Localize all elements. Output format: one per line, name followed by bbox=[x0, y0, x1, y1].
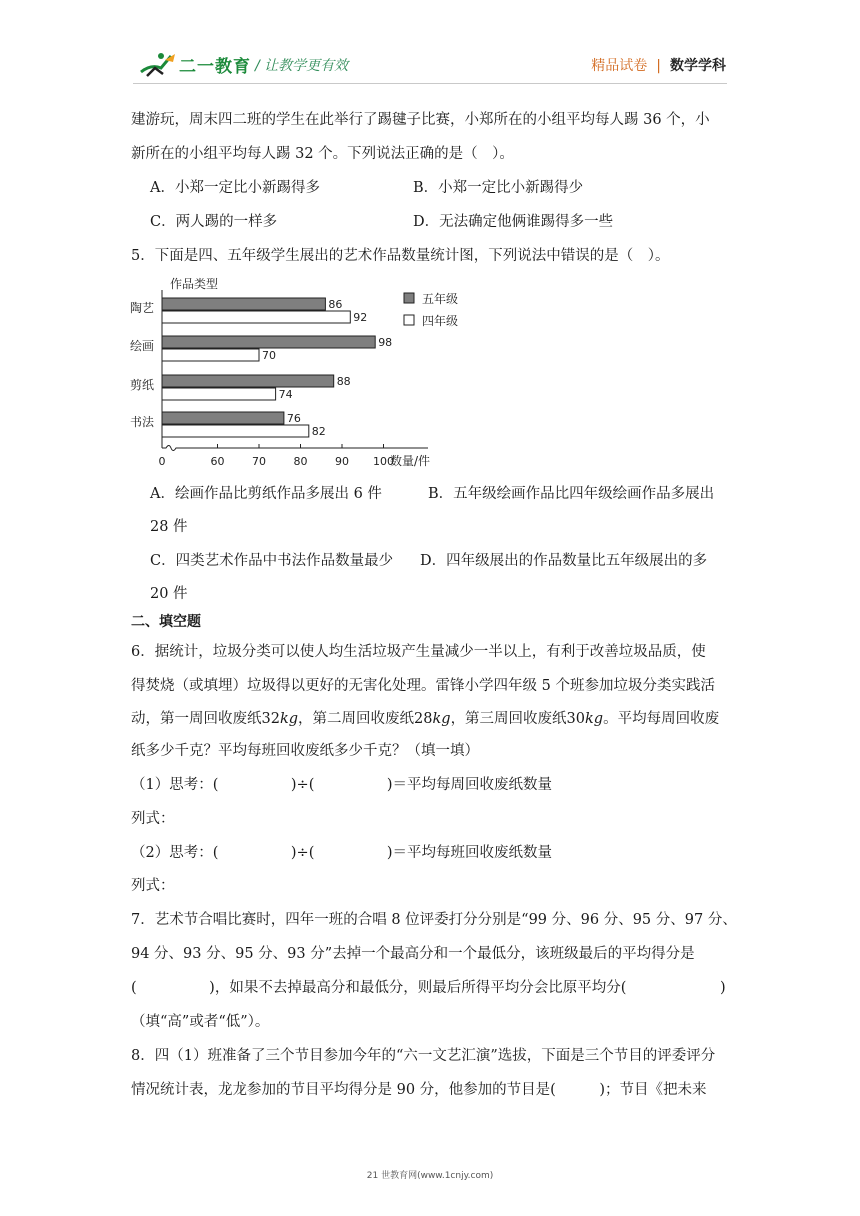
header-label-a: 精品试卷 bbox=[591, 58, 648, 74]
q8-line-1: 8．四（1）班准备了三个节目参加今年的“六一文艺汇演”选拔，下面是三个节目的评委评分 bbox=[131, 1048, 716, 1064]
q7-line-1: 7．艺术节合唱比赛时，四年一班的合唱 8 位评委打分分别是“99 分、96 分、95 分、97 分、 bbox=[131, 912, 737, 928]
bar bbox=[162, 336, 375, 348]
q6-formula-1: 列式： bbox=[131, 811, 175, 827]
x-tick-label: 90 bbox=[335, 455, 349, 468]
q4-line-2: 新所在的小组平均每人踢 32 个。下列说法正确的是（ ）。 bbox=[131, 146, 514, 162]
header-divider bbox=[133, 83, 727, 84]
q6-formula-2: 列式： bbox=[131, 878, 175, 894]
q6-think-2: （2）思考：( )÷( )＝平均每班回收废纸数量 bbox=[131, 845, 553, 861]
header-label-b: 数学学科 bbox=[670, 58, 726, 74]
slogan: / 让教学更有效 bbox=[255, 58, 349, 74]
q6-think-1: （1）思考：( )÷( )＝平均每周回收废纸数量 bbox=[131, 777, 553, 793]
q6-line-4: 纸多少千克？平均每班回收废纸多少千克？（填一填） bbox=[131, 743, 479, 759]
header-right bbox=[591, 55, 726, 75]
bar-chart bbox=[128, 274, 468, 470]
bar-value-label: 98 bbox=[378, 336, 393, 349]
q6-line-1: 6．据统计，垃圾分类可以使人均生活垃圾产生量减少一半以上，有利于改善垃圾品质，使 bbox=[131, 644, 706, 660]
x-tick-label: 60 bbox=[210, 455, 225, 468]
bar-value-label: 86 bbox=[328, 298, 343, 311]
bar-value-label: 76 bbox=[286, 412, 301, 425]
bar-value-label: 92 bbox=[353, 311, 368, 324]
y-axis-label: 作品类型 bbox=[170, 277, 219, 291]
legend-swatch bbox=[404, 293, 414, 303]
q4-option-a: A．小郑一定比小新踢得多 bbox=[150, 180, 320, 196]
x-tick-label: 80 bbox=[293, 455, 308, 468]
q4-option-d: D．无法确定他俩谁踢得多一些 bbox=[413, 214, 614, 230]
category-label: 绘画 bbox=[130, 339, 155, 353]
bar bbox=[162, 375, 334, 387]
q7-line-3-end: ) bbox=[720, 980, 726, 996]
q4-line-1: 建游玩，周末四二班的学生在此举行了踢毽子比赛，小郑所在的小组平均每人踢 36 个，小 bbox=[131, 112, 710, 128]
q6-line-3: 动，第一周回收废纸32kg，第二周回收废纸28kg，第三周回收废纸30kg。平均每周回收废 bbox=[131, 711, 720, 727]
x-tick-label: 100 bbox=[373, 455, 394, 468]
bar bbox=[162, 311, 350, 323]
q5-option-d-cont: 20 件 bbox=[150, 586, 188, 602]
q5-option-b: B．五年级绘画作品比四年级绘画作品多展出 bbox=[428, 486, 715, 502]
q5-option-c: C．四类艺术作品中书法作品数量最少 bbox=[150, 553, 394, 569]
logo-text: 二一教育 bbox=[179, 56, 251, 77]
header-separator: | bbox=[656, 58, 661, 74]
q4-option-b: B．小郑一定比小新踢得少 bbox=[413, 180, 584, 196]
legend-swatch bbox=[404, 315, 414, 325]
q5-stem: 5．下面是四、五年级学生展出的艺术作品数量统计图，下列说法中错误的是（ ）。 bbox=[131, 248, 670, 264]
bar-value-label: 88 bbox=[336, 375, 351, 388]
legend-label: 四年级 bbox=[422, 314, 459, 328]
bar-value-label: 70 bbox=[262, 349, 276, 362]
logo bbox=[137, 50, 251, 78]
q7-line-4: （填“高”或者“低”）。 bbox=[131, 1014, 270, 1030]
runner-logo-icon bbox=[137, 50, 177, 78]
bar bbox=[162, 412, 284, 424]
q5-option-a: A．绘画作品比剪纸作品多展出 6 件 bbox=[150, 486, 382, 502]
bar bbox=[162, 349, 259, 361]
x-axis bbox=[162, 446, 428, 451]
q7-line-3: ( )，如果不去掉最高分和最低分，则最后所得平均分会比原平均分( bbox=[131, 980, 627, 996]
category-label: 书法 bbox=[130, 415, 155, 429]
category-label: 剪纸 bbox=[130, 378, 155, 392]
section-title: 二、填空题 bbox=[131, 614, 201, 630]
bar bbox=[162, 388, 276, 400]
x-axis-label: 数量/件 bbox=[390, 454, 431, 468]
bar bbox=[162, 298, 325, 310]
bar-value-label: 74 bbox=[278, 388, 293, 401]
q6-line-2: 得焚烧（或填埋）垃圾得以更好的无害化处理。雷锋小学四年级 5 个班参加垃圾分类实践活 bbox=[131, 678, 715, 694]
x-tick-label: 0 bbox=[158, 455, 166, 468]
page-header bbox=[0, 0, 860, 90]
bar-value-label: 82 bbox=[311, 425, 326, 438]
x-tick-label: 70 bbox=[252, 455, 266, 468]
bar bbox=[162, 425, 309, 437]
q8-line-2: 情况统计表，龙龙参加的节目平均得分是 90 分，他参加的节目是( )；节目《把未来 bbox=[131, 1082, 707, 1098]
legend-label: 五年级 bbox=[422, 292, 459, 306]
footer: 21 世教育网(www.1cnjy.com) bbox=[366, 1171, 494, 1181]
q7-line-2: 94 分、93 分、95 分、93 分”去掉一个最高分和一个最低分，该班级最后的平均得分是 bbox=[131, 946, 695, 962]
q5-option-b-cont: 28 件 bbox=[150, 519, 188, 535]
q4-option-c: C．两人踢的一样多 bbox=[150, 214, 278, 230]
q5-option-d: D．四年级展出的作品数量比五年级展出的多 bbox=[420, 553, 708, 569]
category-label: 陶艺 bbox=[130, 301, 155, 315]
